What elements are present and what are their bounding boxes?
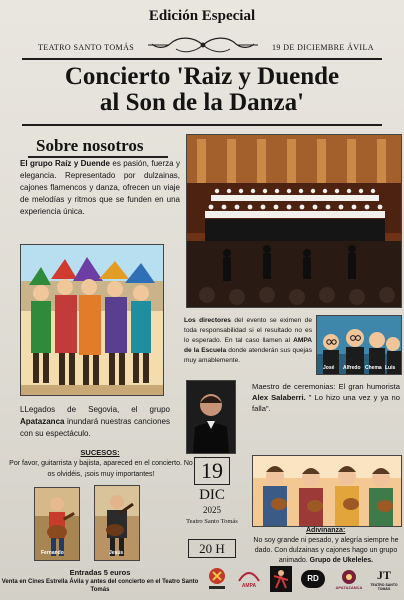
director-name-3: Chema (365, 365, 382, 371)
host-name: Alex Salaberri. (252, 393, 306, 402)
riddle-answer: Grupo de Ukeleles. (309, 557, 374, 564)
host-photo (186, 380, 236, 454)
directors-text-1: del evento se eximen de toda responsabilidad si el resultado no es lo esperado. En tal caso llamen al (184, 317, 312, 344)
logo-apatazanca (334, 566, 364, 592)
concert-title (0, 64, 404, 116)
ukulele-group-illustration (252, 455, 402, 527)
date-month: DIC (199, 487, 225, 503)
host-description (252, 381, 400, 414)
header-rule-bottom (22, 124, 382, 126)
logo-raiz-y-duende (206, 566, 228, 592)
director-name-2: Alfredo (343, 365, 361, 371)
logo-ampa (234, 566, 264, 592)
about-text (20, 158, 180, 218)
about-body: es pasión, fuerza y elegancia. Representado por dulzainas, cajones flamencos y danza, ofrecen un viaje de melodías y ritmos que se funden en una experiencia única. (20, 159, 180, 216)
sucesos-text: Por favor, guitarrista y bajista, apareced en el concierto. No os olvidéis, ¡sois muy importantes! (9, 460, 193, 478)
title-line-2: al Son de la Danza' (99, 89, 305, 116)
host-quote: " Lo hizo una vez y ya no falla". (252, 393, 401, 413)
logo-rd-text: RD (307, 574, 319, 583)
date-time: 20 H (188, 539, 236, 558)
sucesos-title: SUCESOS: (80, 448, 120, 457)
ampa-bold: AMPA de la Escuela (184, 337, 312, 354)
logo-rd (300, 566, 326, 592)
apatazanca-bold: Apatazanca (20, 417, 65, 426)
ticket-sales-info: Venta en Cines Estrella Ávila y antes del concierto en el Teatro Santo Tomás (1, 579, 199, 593)
segovia-text-1: LLegados de Segovia, el grupo (20, 405, 170, 414)
director-name-1: José (323, 365, 335, 371)
date-venue: Teatro Santo Tomás (186, 518, 238, 525)
guitarist-illustration (34, 487, 80, 561)
logo-ampa-text: AMPA (241, 583, 257, 589)
host-text-1: Maestro de ceremonias: El gran humorista (252, 382, 400, 391)
ticket-price: Entradas 5 euros (69, 568, 131, 577)
guitarist-caption: Fernando (41, 550, 64, 556)
event-date-label: 19 DE DICIEMBRE ÁVILA (272, 43, 374, 52)
directors-bold: Los directores (184, 317, 231, 324)
directors-cartoon (316, 315, 402, 375)
choir-photo (186, 134, 402, 308)
about-heading: Sobre nosotros (36, 136, 144, 155)
riddle-body: No soy grande ni pesado, y alegría siempre he dado. Con dulzainas y cajones hago un grupo animado. (253, 537, 399, 564)
logo-apatazanca-text: APATAZANCA (335, 584, 363, 590)
directors-notice (184, 316, 312, 366)
director-name-4: Luis (385, 365, 396, 371)
directors-text-2: donde atenderán sus quejas muy amablemente. (184, 347, 312, 364)
logo-teatro-santo-tomas: JT TEATRO SANTO TOMÁS (370, 567, 398, 591)
date-day: 19 (194, 457, 230, 485)
logo-duende-dancer (270, 566, 292, 592)
about-bold-lead: El grupo Raíz y Duende (20, 159, 110, 168)
bassist-caption: Jesús (109, 550, 124, 556)
bassist-illustration (94, 485, 140, 561)
title-line-1: Concierto 'Raiz y Duende (64, 63, 340, 90)
riddle-text (250, 536, 402, 566)
segovia-text-2: inundará nuestras canciones con su espectáculo. (20, 417, 170, 438)
date-box (186, 457, 238, 561)
segovia-text (20, 404, 170, 440)
edition-label: Edición Especial (148, 8, 256, 24)
header-rule-top (22, 58, 382, 60)
riddle-title: Adivinanza: (306, 527, 346, 534)
flourish-ornament-icon (148, 34, 258, 56)
venue-label: TEATRO SANTO TOMÁS (38, 43, 135, 52)
jesters-illustration (20, 244, 164, 396)
date-year: 2025 (203, 505, 221, 515)
logo-teatro-text: TEATRO SANTO TOMÁS (370, 582, 398, 591)
